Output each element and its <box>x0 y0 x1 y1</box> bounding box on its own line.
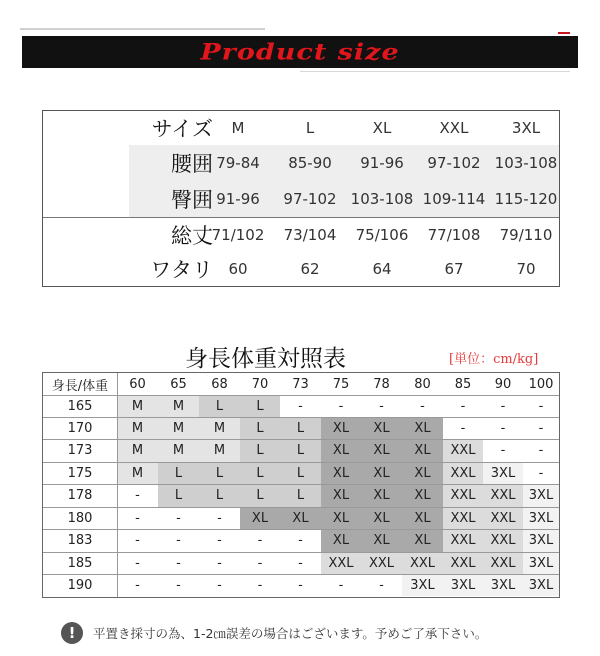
size-cell: XL <box>321 439 361 462</box>
size-cell: XL <box>321 417 361 439</box>
size-cell: M <box>158 395 199 417</box>
size-cell: XXL <box>443 439 483 462</box>
size-value: 70 <box>516 260 536 278</box>
size-row-length <box>43 218 559 252</box>
size-value: 103-108 <box>350 190 414 208</box>
size-cell: - <box>538 443 544 458</box>
grid-line <box>43 529 559 530</box>
size-value: 73/104 <box>283 226 337 244</box>
size-cell: XXL <box>443 484 483 507</box>
size-cell: - <box>379 577 384 593</box>
size-value: 115-120 <box>494 190 558 208</box>
size-cell: L <box>280 484 321 507</box>
size-cell: XL <box>321 484 361 507</box>
size-value: 103-108 <box>494 154 558 172</box>
size-cell: L <box>199 484 240 507</box>
size-header-label: サイズ <box>151 117 213 141</box>
size-cell: XL <box>402 529 443 552</box>
chart-title: 身長体重対照表 <box>185 346 346 372</box>
size-cell: M <box>199 439 240 462</box>
size-row-waist <box>43 145 559 181</box>
size-cell: XL <box>402 417 443 439</box>
size-cell: L <box>280 439 321 462</box>
exclamation-icon: ! <box>61 622 83 644</box>
size-value: 79-84 <box>216 154 260 172</box>
size-cell: L <box>240 439 280 462</box>
height-label: 183 <box>67 533 93 548</box>
size-cell: - <box>500 443 506 458</box>
size-cell: XL <box>402 462 443 484</box>
size-header-cell: M <box>231 119 245 137</box>
size-cell: - <box>135 555 140 571</box>
size-cell: - <box>298 577 303 593</box>
weight-header: 75 <box>332 376 350 392</box>
size-cell: XL <box>280 507 321 529</box>
size-cell: XXL <box>483 484 523 507</box>
size-cell: 3XL <box>402 574 443 596</box>
size-header-cell: XL <box>372 119 392 137</box>
size-cell: 3XL <box>443 574 483 596</box>
banner-underline <box>300 71 570 72</box>
size-cell: - <box>135 533 140 548</box>
size-cell: M <box>117 417 158 439</box>
size-cell: L <box>280 462 321 484</box>
grid-line <box>117 373 118 597</box>
size-cell: XXL <box>483 507 523 529</box>
size-value: 60 <box>228 260 248 278</box>
size-cell: XXL <box>402 552 443 574</box>
size-cell: 3XL <box>523 529 559 552</box>
size-header-cell: L <box>305 119 315 137</box>
top-divider <box>20 28 265 30</box>
size-cell: 3XL <box>523 552 559 574</box>
weight-header: 80 <box>414 376 431 392</box>
size-cell: - <box>176 533 181 548</box>
size-cell: XXL <box>483 552 523 574</box>
size-row-hip <box>43 181 559 217</box>
size-cell: L <box>158 484 199 507</box>
size-cell: - <box>257 555 263 571</box>
size-header-cell: XXL <box>439 119 469 137</box>
grid-line <box>43 507 559 508</box>
weight-header: 78 <box>373 376 390 392</box>
grid-line <box>43 417 559 418</box>
product-size-banner <box>22 36 578 68</box>
size-cell: - <box>298 398 303 414</box>
size-cell: - <box>460 420 466 436</box>
size-cell: - <box>217 577 222 593</box>
size-cell: XXL <box>443 507 483 529</box>
size-table <box>42 110 560 287</box>
corner-label: 身長/体重 <box>51 378 109 394</box>
size-value: 85-90 <box>288 154 332 172</box>
weight-header: 100 <box>528 376 554 392</box>
weight-header: 70 <box>251 376 269 392</box>
banner-title: Product size <box>200 39 400 65</box>
size-cell: - <box>176 510 181 526</box>
size-cell: XL <box>321 507 361 529</box>
size-cell: - <box>257 577 263 593</box>
size-cell: XL <box>361 417 402 439</box>
size-cell: L <box>199 462 240 484</box>
size-cell: XL <box>402 484 443 507</box>
weight-header: 85 <box>454 376 472 392</box>
size-cell: M <box>117 462 158 484</box>
size-cell: M <box>117 439 158 462</box>
weight-header: 68 <box>211 376 228 392</box>
size-cell: - <box>135 577 140 593</box>
note-text: 平置き採寸の為、1-2㎝誤差の場合はございます。予めご了承下さい。 <box>93 626 488 641</box>
size-row-label: 総丈 <box>171 224 213 248</box>
size-cell: 3XL <box>523 574 559 596</box>
height-weight-table <box>42 372 560 598</box>
size-row-label: ワタリ <box>150 258 213 282</box>
size-cell: - <box>298 555 303 571</box>
size-cell: L <box>199 395 240 417</box>
height-label: 170 <box>67 420 93 436</box>
size-cell: M <box>158 439 199 462</box>
size-cell: XXL <box>483 529 523 552</box>
size-cell: - <box>217 533 222 548</box>
size-row-label: 腰囲 <box>171 152 213 176</box>
size-cell: - <box>176 577 181 593</box>
size-value: 79/110 <box>499 226 553 244</box>
size-cell: L <box>240 484 280 507</box>
size-cell: - <box>135 488 140 503</box>
weight-header: 65 <box>170 376 187 392</box>
size-header-cell: 3XL <box>511 119 541 137</box>
size-cell: XXL <box>443 462 483 484</box>
size-cell: XL <box>402 439 443 462</box>
size-cell: 3XL <box>523 484 559 507</box>
size-cell: - <box>338 398 344 414</box>
weight-header: 73 <box>292 376 309 392</box>
size-cell: XL <box>361 529 402 552</box>
size-cell: XL <box>361 484 402 507</box>
height-label: 178 <box>67 488 93 503</box>
grid-line <box>43 395 559 396</box>
size-value: 77/108 <box>427 226 481 244</box>
size-cell: XL <box>240 507 280 529</box>
size-cell: - <box>500 398 506 414</box>
size-cell: XL <box>321 462 361 484</box>
size-cell: XL <box>361 507 402 529</box>
size-cell: XL <box>402 507 443 529</box>
size-cell: 3XL <box>483 574 523 596</box>
size-row-thigh <box>43 252 559 286</box>
size-value: 64 <box>372 260 392 278</box>
size-cell: 3XL <box>483 462 523 484</box>
size-value: 97-102 <box>427 154 481 172</box>
size-cell: L <box>240 462 280 484</box>
size-cell: - <box>298 533 303 548</box>
height-label: 190 <box>67 577 93 593</box>
size-value: 91-96 <box>360 154 404 172</box>
size-cell: - <box>500 420 506 436</box>
size-cell: XXL <box>321 552 361 574</box>
size-cell: - <box>217 510 222 526</box>
size-row-label: 臀囲 <box>171 188 213 212</box>
size-cell: - <box>135 510 140 526</box>
size-cell: XXL <box>443 552 483 574</box>
size-cell: L <box>240 395 280 417</box>
size-cell: XXL <box>443 529 483 552</box>
size-cell: - <box>257 533 263 548</box>
grid-line <box>43 574 559 575</box>
grid-line <box>43 439 559 440</box>
size-value: 91-96 <box>216 190 260 208</box>
size-cell: - <box>338 577 344 593</box>
unit-label: [単位：cm/kg] <box>449 352 539 367</box>
size-cell: M <box>117 395 158 417</box>
size-value: 75/106 <box>355 226 409 244</box>
size-cell: - <box>379 398 384 414</box>
size-cell: - <box>176 555 181 571</box>
size-cell: XXL <box>361 552 402 574</box>
grid-line <box>43 462 559 463</box>
grid-line <box>43 484 559 485</box>
size-header-row <box>43 111 559 145</box>
size-value: 97-102 <box>283 190 337 208</box>
size-cell: - <box>538 420 544 436</box>
height-label: 173 <box>67 443 93 458</box>
height-label: 165 <box>67 398 93 414</box>
size-cell: L <box>158 462 199 484</box>
decorative-red-mark <box>558 32 570 34</box>
grid-line <box>43 552 559 553</box>
height-label: 180 <box>67 510 93 526</box>
size-value: 62 <box>300 260 320 278</box>
size-cell: - <box>538 398 544 414</box>
size-cell: 3XL <box>523 507 559 529</box>
size-cell: M <box>199 417 240 439</box>
size-cell: M <box>158 417 199 439</box>
size-cell: L <box>280 417 321 439</box>
height-label: 175 <box>67 465 93 481</box>
size-cell: - <box>538 465 544 481</box>
size-value: 71/102 <box>211 226 265 244</box>
size-value: 67 <box>444 260 464 278</box>
size-cell: XL <box>361 462 402 484</box>
size-cell: - <box>460 398 466 414</box>
weight-header: 90 <box>494 376 512 392</box>
size-value: 109-114 <box>422 190 486 208</box>
size-cell: XL <box>321 529 361 552</box>
size-cell: - <box>217 555 222 571</box>
size-cell: L <box>240 417 280 439</box>
size-cell: - <box>420 398 425 414</box>
weight-header: 60 <box>129 376 146 392</box>
height-label: 185 <box>67 555 93 571</box>
size-cell: XL <box>361 439 402 462</box>
